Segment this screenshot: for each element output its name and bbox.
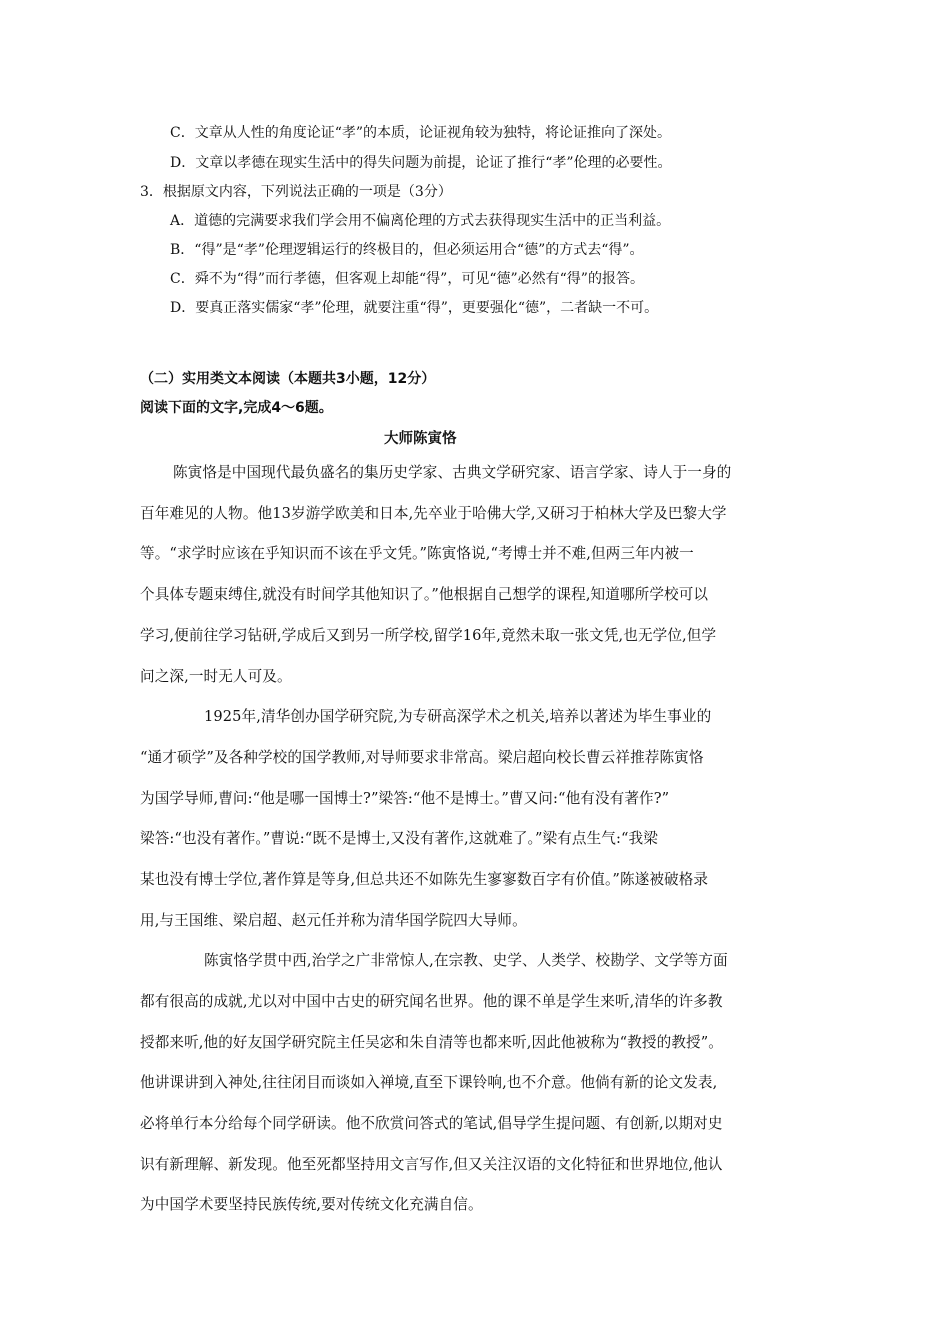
article-line: 个具体专题束缚住,就没有时间学其他知识了。”他根据自己想学的课程,知道哪所学校可以 [140, 586, 709, 603]
question-3-option-d: D．要真正落实儒家“孝”伦理，就要注重“得”，更要强化“德”，二者缺一不可。 [170, 300, 659, 316]
article-line: 问之深,一时无人可及。 [140, 668, 292, 685]
article-line: 百年难见的人物。他13岁游学欧美和日本,先卒业于哈佛大学,又研习于柏林大学及巴黎大学 [140, 505, 727, 522]
question-3-option-c: C．舜不为“得”而行孝德，但客观上却能“得”，可见“德”必然有“得”的报答。 [170, 271, 644, 287]
article-line: 都有很高的成就,尤以对中国中古史的研究闻名世界。他的课不单是学生来听,清华的许多教 [140, 993, 723, 1010]
question-3-option-b: B．“得”是“孝”伦理逻辑运行的终极目的，但必须运用合“德”的方式去“得”。 [170, 242, 644, 258]
article-line: 必将单行本分给每个同学研读。他不欣赏问答式的笔试,倡导学生提问题、有创新,以期对史 [140, 1115, 723, 1132]
article-line: “通才硕学”及各种学校的国学教师,对导师要求非常高。梁启超向校长曹云祥推荐陈寅恪 [140, 749, 704, 766]
article-line: 陈寅恪学贯中西,治学之广非常惊人,在宗教、史学、人类学、校勘学、文学等方面 [204, 952, 728, 969]
article-line: 陈寅恪是中国现代最负盛名的集历史学家、古典文学研究家、语言学家、诗人于一身的 [173, 464, 732, 481]
article-line: 他讲课讲到入神处,往往闭目而谈如入禅境,直至下课铃响,也不介意。他倘有新的论文发表, [140, 1074, 718, 1091]
article-line: 为国学导师,曹问:“他是哪一国博士?”梁答:“他不是博士。”曹又问:“他有没有著作?” [140, 790, 670, 807]
article-line: 学习,便前往学习钻研,学成后又到另一所学校,留学16年,竟然未取一张文凭,也无学位,但学 [140, 627, 717, 644]
article-line: 识有新理解、新发现。他至死都坚持用文言写作,但又关注汉语的文化特征和世界地位,他认 [140, 1156, 723, 1173]
question-2-option-c: C．文章从人性的角度论证“孝”的本质，论证视角较为独特，将论证推向了深处。 [170, 125, 672, 141]
article-line: 梁答:“也没有著作。”曹说:“既不是博士,又没有著作,这就难了。”梁有点生气:“我梁 [140, 830, 658, 847]
article-line: 用,与王国维、梁启超、赵元任并称为清华国学院四大导师。 [140, 912, 527, 929]
question-2-option-d: D．文章以孝德在现实生活中的得失问题为前提，论证了推行“孝”伦理的必要性。 [170, 155, 672, 171]
article-line: 某也没有博士学位,著作算是等身,但总共还不如陈先生寥寥数百字有价值。”陈遂被破格录 [140, 871, 709, 888]
section-heading: （二）实用类文本阅读（本题共3小题，12分） [140, 371, 436, 387]
article-title: 大师陈寅恪 [384, 431, 457, 447]
article-line: 等。“求学时应该在乎知识而不该在乎文凭。”陈寅恪说,“考博士并不难,但两三年内被一 [140, 545, 694, 562]
article-line: 为中国学术要坚持民族传统,要对传统文化充满自信。 [140, 1196, 483, 1213]
question-3-stem: 3．根据原文内容，下列说法正确的一项是（3分） [140, 184, 452, 200]
question-3-option-a: A．道德的完满要求我们学会用不偏离伦理的方式去获得现实生活中的正当利益。 [170, 213, 671, 229]
article-line: 授都来听,他的好友国学研究院主任吴宓和朱自清等也都来听,因此他被称为“教授的教授”。 [140, 1034, 723, 1051]
article-line: 1925年,清华创办国学研究院,为专研高深学术之机关,培养以著述为毕生事业的 [204, 708, 712, 725]
section-instruction: 阅读下面的文字,完成4～6题。 [140, 400, 333, 416]
